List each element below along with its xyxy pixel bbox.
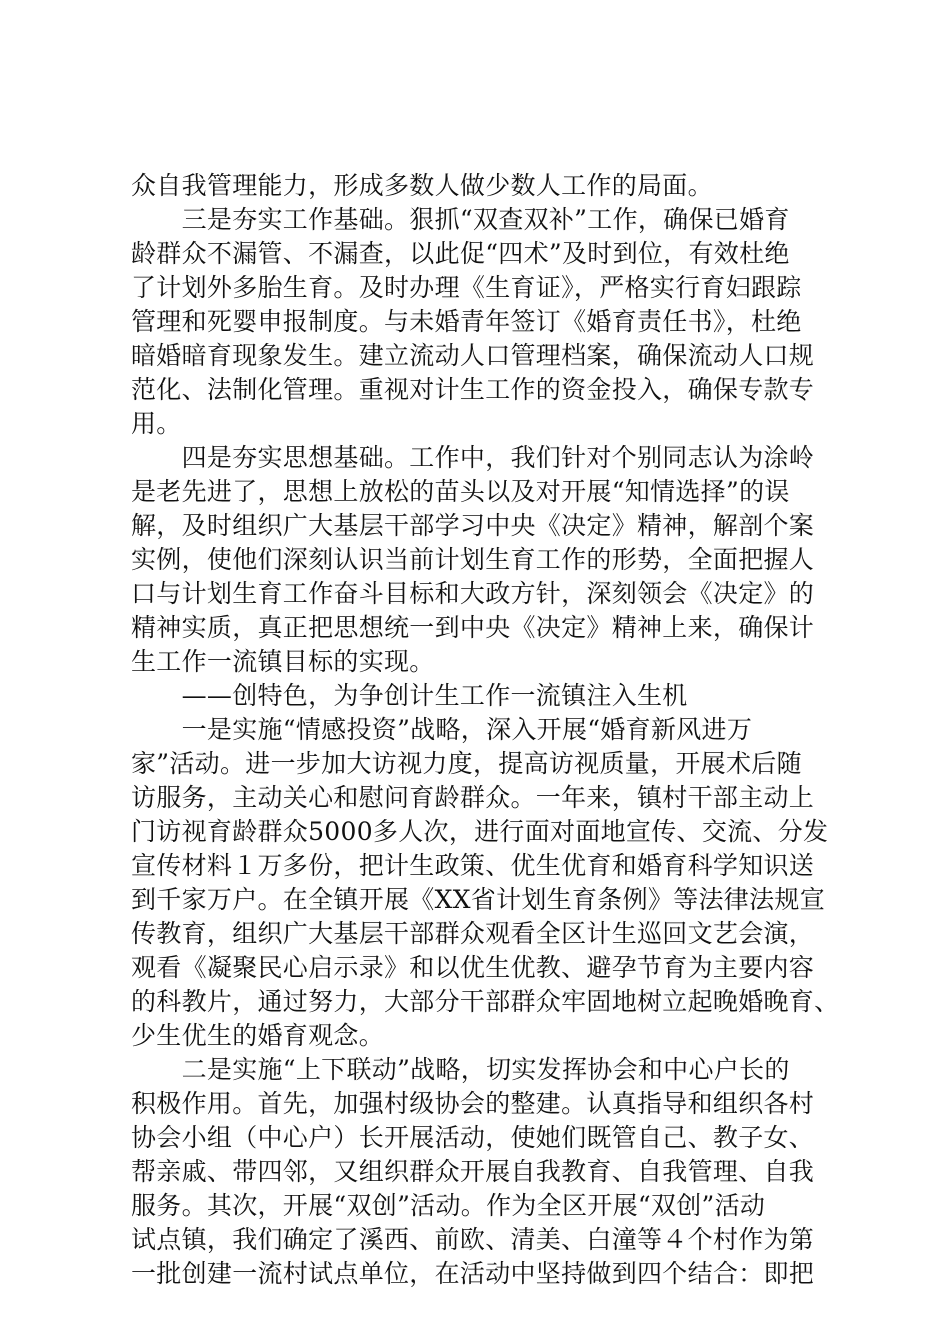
body-text-line: 到千家万户。在全镇开展《XX省计划生育条例》等法律法规宣	[131, 885, 825, 914]
body-text-line: 二是实施“上下联动”战略，切实发挥协会和中心户长的	[131, 1055, 790, 1084]
body-text-line: 四是夯实思想基础。工作中，我们针对个别同志认为涂岭	[131, 443, 815, 472]
body-text-line: 精神实质，真正把思想统一到中央《决定》精神上来，确保计	[131, 613, 815, 642]
body-text-line: 一批创建一流村试点单位，在活动中坚持做到四个结合：即把	[131, 1259, 815, 1288]
body-text-line: 范化、法制化管理。重视对计生工作的资金投入，确保专款专	[131, 375, 815, 404]
body-text-line: 门访视育龄群众5000多人次，进行面对面地宣传、交流、分发	[131, 817, 829, 846]
section-heading: ——创特色，为争创计生工作一流镇注入生机	[131, 681, 688, 710]
body-text-line: 观看《凝聚民心启示录》和以优生优教、避孕节育为主要内容	[131, 953, 815, 982]
body-text-line: 访服务，主动关心和慰问育龄群众。一年来，镇村干部主动上	[131, 783, 815, 812]
body-text-line: 实例，使他们深刻认识当前计划生育工作的形势，全面把握人	[131, 545, 815, 574]
body-text-line: 家”活动。进一步加大访视力度，提高访视质量，开展术后随	[131, 749, 802, 778]
body-text-line: 是老先进了，思想上放松的苗头以及对开展“知情选择”的误	[131, 477, 790, 506]
body-text-line: 一是实施“情感投资”战略，深入开展“婚育新风进万	[131, 715, 753, 744]
body-text-line: 帮亲戚、带四邻，又组织群众开展自我教育、自我管理、自我	[131, 1157, 815, 1186]
body-text-line: 了计划外多胎生育。及时办理《生育证》，严格实行育妇跟踪	[131, 273, 802, 302]
body-text-line: 的科教片，通过努力，大部分干部群众牢固地树立起晚婚晚育、	[131, 987, 840, 1016]
body-text-line: 口与计划生育工作奋斗目标和大政方针，深刻领会《决定》的	[131, 579, 815, 608]
body-text-line: 三是夯实工作基础。狠抓“双查双补”工作，确保已婚育	[131, 205, 790, 234]
body-text-line: 众自我管理能力，形成多数人做少数人工作的局面。	[131, 171, 713, 200]
body-text-line: 解，及时组织广大基层干部学习中央《决定》精神，解剖个案	[131, 511, 815, 540]
body-text-line: 暗婚暗育现象发生。建立流动人口管理档案，确保流动人口规	[131, 341, 815, 370]
body-text-line: 积极作用。首先，加强村级协会的整建。认真指导和组织各村	[131, 1089, 815, 1118]
body-text-line: 生工作一流镇目标的实现。	[131, 647, 435, 676]
body-text-line: 管理和死婴申报制度。与未婚青年签订《婚育责任书》，杜绝	[131, 307, 802, 336]
body-text-line: 龄群众不漏管、不漏查，以此促“四术”及时到位，有效杜绝	[131, 239, 790, 268]
body-text-line: 少生优生的婚育观念。	[131, 1021, 385, 1050]
body-text-line: 用。	[131, 409, 182, 438]
body-text-line: 宣传材料１万多份，把计生政策、优生优育和婚育科学知识送	[131, 851, 815, 880]
body-text-line: 服务。其次，开展“双创”活动。作为全区开展“双创”活动	[131, 1191, 766, 1220]
body-text-line: 协会小组（中心户）长开展活动，使她们既管自己、教子女、	[131, 1123, 815, 1152]
body-text-line: 传教育，组织广大基层干部群众观看全区计生巡回文艺会演，	[131, 919, 815, 948]
body-text-line: 试点镇，我们确定了溪西、前欧、清美、白潼等４个村作为第	[131, 1225, 815, 1254]
